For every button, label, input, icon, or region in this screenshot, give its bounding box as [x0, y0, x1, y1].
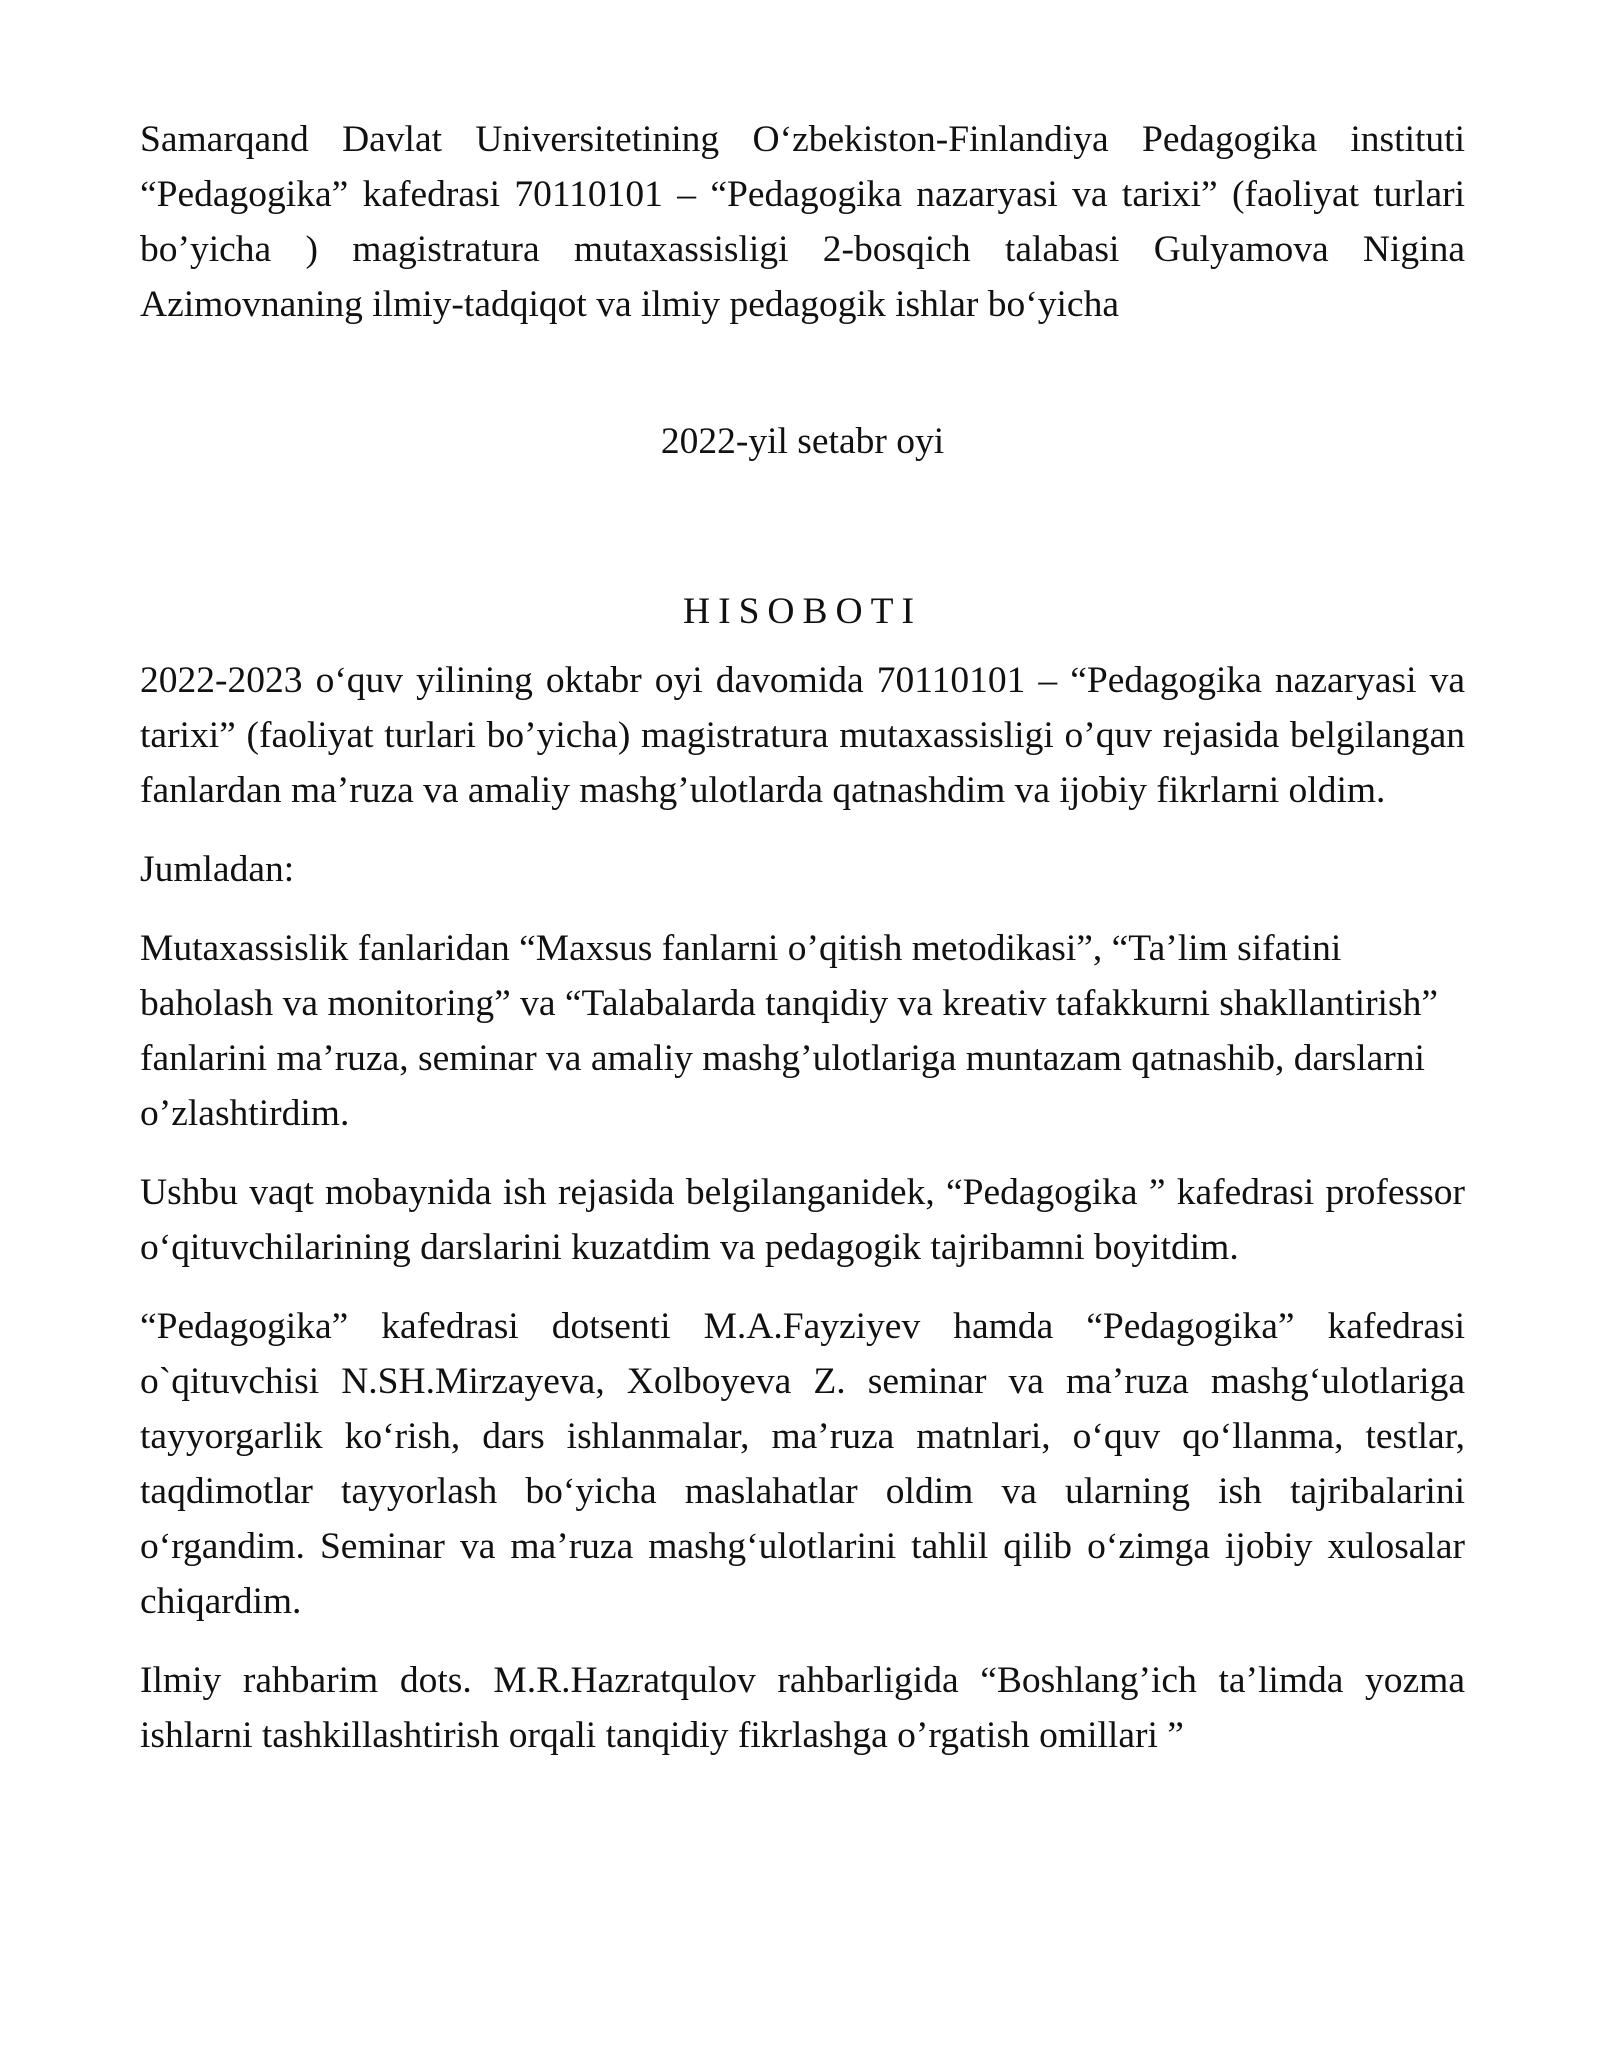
paragraph-study-summary: 2022-2023 o‘quv yilining oktabr oyi davomida 70110101 – “Pedagogika nazaryasi va tarixi” (faoliyat turlari bo’yicha) magistratura mutaxassisligi o’quv rejasida belgilangan fanlardan ma’ruza va amaliy mashg’ulotlarda qatnashdim va ijobiy fikrlarni oldim. — [140, 660, 1465, 811]
report-title: HISOBOTI — [683, 591, 922, 632]
paragraph-jumladan: Jumladan: — [140, 849, 295, 890]
intro-paragraph: Samarqand Davlat Universitetining O‘zbekiston-Finlandiya Pedagogika instituti “Pedagogika” kafedrasi 70110101 – “Pedagogika nazaryasi va tarixi” (faoliyat turlari bo’yicha ) magistratura mutaxassisligi 2-bosqich talabasi Gulyamova Nigina Azimovnaning ilmiy-tadqiqot va ilmiy pedagogik ishlar bo‘yicha — [140, 119, 1465, 325]
document-page — [140, 112, 1465, 1763]
report-date: 2022-yil setabr oyi — [660, 421, 945, 462]
paragraph-consultations: “Pedagogika” kafedrasi dotsenti M.A.Fayziyev hamda “Pedagogika” kafedrasi o`qituvchisi N.SH.Mirzayeva, Xolboyeva Z. seminar va ma’ruza mashg‘ulotlariga tayyorgarlik ko‘rish, dars ishlanmalar, ma’ruza matnlari, o‘quv qo‘llanma, testlar, taqdimotlar tayyorlash bo‘yicha maslahatlar oldim va ularning ish tajribalarini o‘rgandim. Seminar va ma’ruza mashg‘ulotlarini tahlil qilib o‘zimga ijobiy xulosalar chiqardim. — [140, 1306, 1465, 1622]
paragraph-observations: Ushbu vaqt mobaynida ish rejasida belgilanganidek, “Pedagogika ” kafedrasi professor o‘qituvchilarining darslarini kuzatdim va pedagogik tajribamni boyitdim. — [140, 1172, 1465, 1268]
paragraph-specialty-subjects: Mutaxassislik fanlaridan “Maxsus fanlarni o’qitish metodikasi”, “Ta’lim sifatini baholash va monitoring” va “Talabalarda tanqidiy va kreativ tafakkurni shakllantirish” fanlarini ma’ruza, seminar va amaliy mashg’ulotlariga muntazam qatnashib, darslarni o’zlashtirdim. — [140, 928, 1438, 1134]
paragraph-research-supervisor: Ilmiy rahbarim dots. M.R.Hazratqulov rahbarligida “Boshlang’ich ta’limda yozma ishlarni tashkillashtirish orqali tanqidiy fikrlashga o’rgatish omillari ” — [140, 1660, 1465, 1756]
